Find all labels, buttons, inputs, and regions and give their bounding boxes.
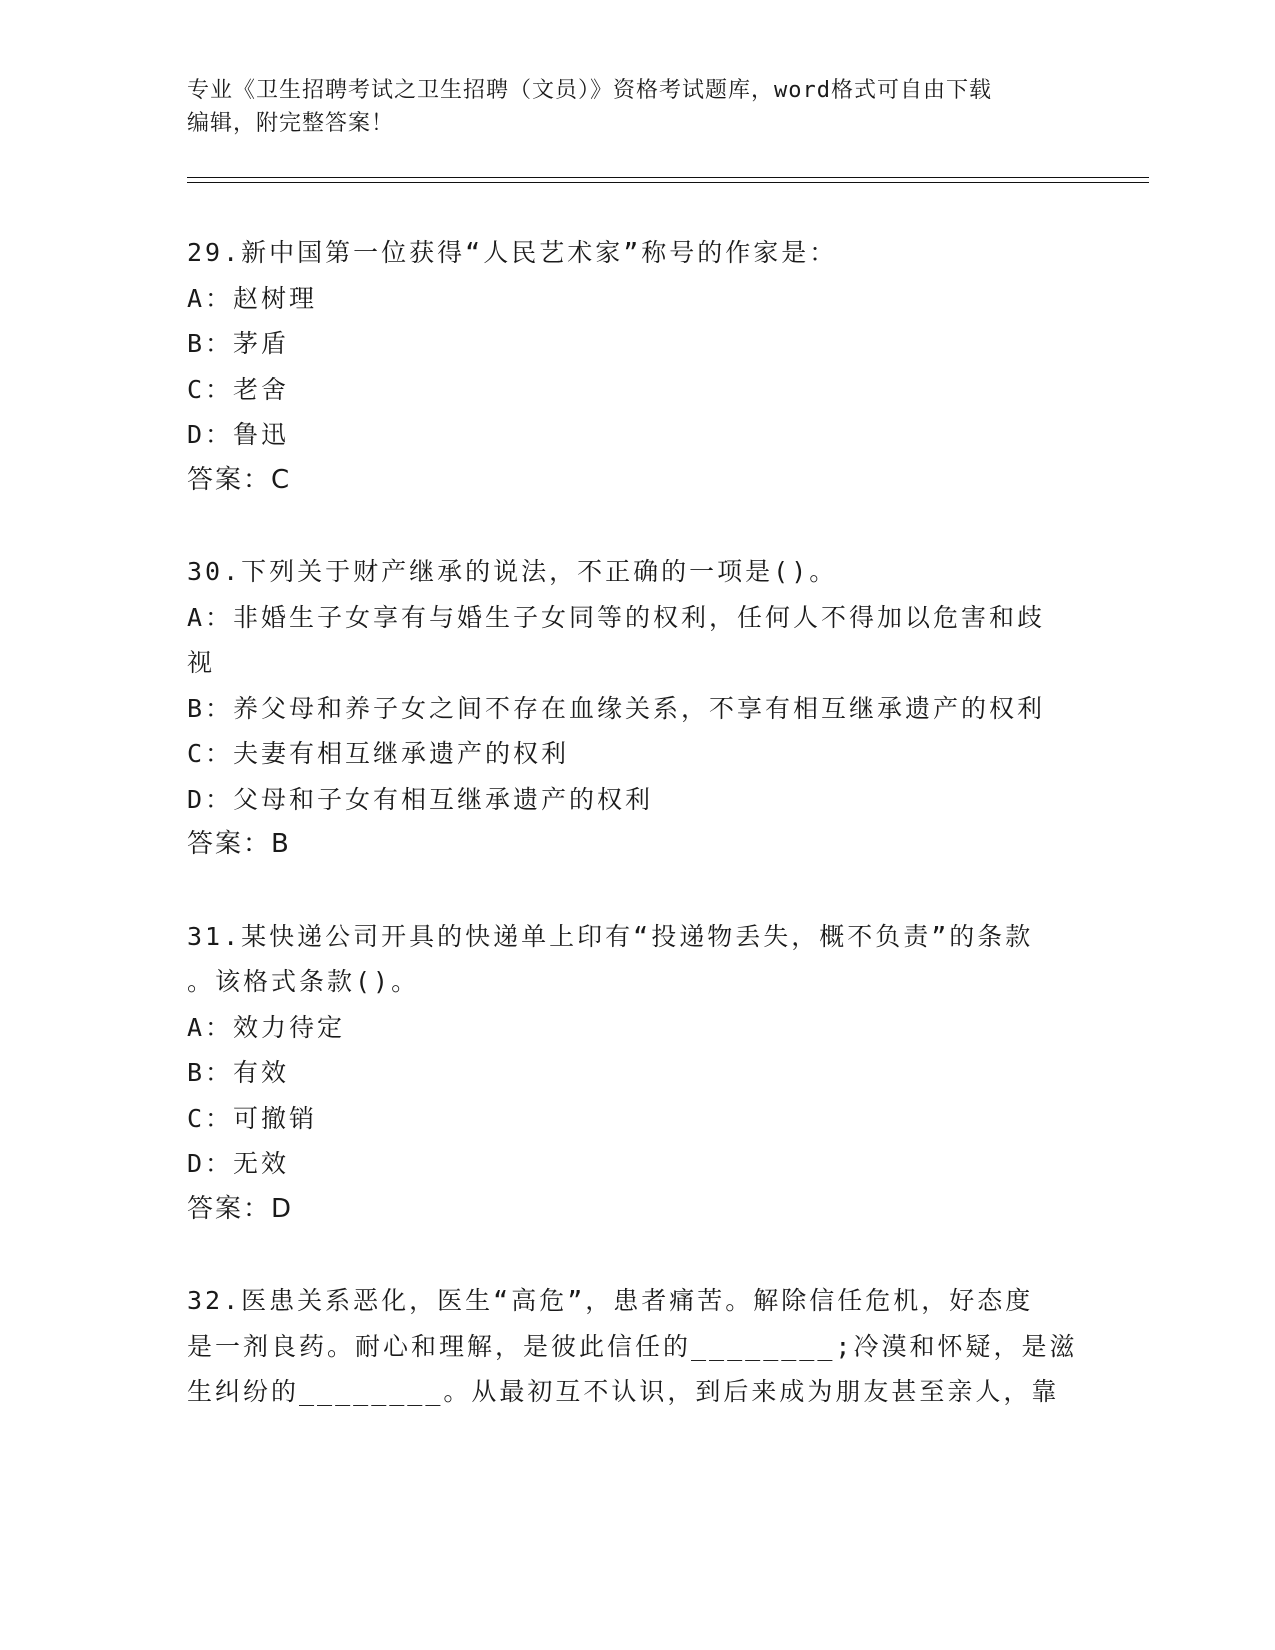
question-block bbox=[187, 230, 1087, 503]
answer-option: C：可撤销 bbox=[187, 1103, 318, 1133]
header-line-1: 专业《卫生招聘考试之卫生招聘（文员）》资格考试题库，word格式可自由下载 bbox=[187, 78, 992, 103]
question-stem-line: 是一剂良药。耐心和理解，是彼此信任的________;冷漠和怀疑，是滋 bbox=[187, 1331, 1078, 1361]
answer-option: D：鲁迅 bbox=[187, 420, 290, 449]
question-stem-line: 29.新中国第一位获得“人民艺术家”称号的作家是： bbox=[187, 238, 838, 267]
answer-option: C：老舍 bbox=[187, 374, 290, 404]
question-stem-line: 生纠纷的________。从最初互不认识，到后来成为朋友甚至亲人，靠 bbox=[187, 1377, 1060, 1406]
header-line-2: 编辑，附完整答案！ bbox=[187, 111, 395, 136]
answer-option: D：父母和子女有相互继承遗产的权利 bbox=[187, 784, 654, 814]
answer-value: B bbox=[271, 829, 290, 859]
answer-key bbox=[187, 458, 1087, 504]
header-double-rule bbox=[187, 177, 1149, 183]
question-stem-line: 。该格式条款()。 bbox=[187, 967, 420, 996]
question-block bbox=[187, 549, 1087, 868]
answer-label: 答案： bbox=[187, 1193, 272, 1224]
answer-option: B：有效 bbox=[187, 1058, 290, 1087]
answer-label: 答案： bbox=[187, 829, 272, 859]
question-stem-line: 31.某快递公司开具的快递单上印有“投递物丢失，概不负责”的条款 bbox=[187, 921, 1034, 951]
question-stem-line: 30.下列关于财产继承的说法，不正确的一项是()。 bbox=[187, 557, 838, 586]
question-block bbox=[187, 914, 1087, 1233]
answer-option: C：夫妻有相互继承遗产的权利 bbox=[187, 739, 570, 768]
answer-option: B：茅盾 bbox=[187, 329, 290, 358]
answer-option: A：赵树理 bbox=[187, 283, 318, 313]
answer-key bbox=[187, 1187, 1087, 1233]
answer-option: 视 bbox=[187, 648, 216, 677]
answer-value: D bbox=[271, 1193, 293, 1224]
question-stem-line: 32.医患关系恶化，医生“高危”，患者痛苦。解除信任危机，好态度 bbox=[187, 1286, 1034, 1315]
answer-option: D：无效 bbox=[187, 1149, 290, 1178]
answer-option: B：养父母和养子女之间不存在血缘关系，不享有相互继承遗产的权利 bbox=[187, 693, 1046, 723]
answer-value: C bbox=[271, 464, 291, 495]
answer-option: A：效力待定 bbox=[187, 1012, 346, 1042]
answer-key bbox=[187, 822, 1087, 868]
question-block bbox=[187, 1278, 1087, 1415]
document-header bbox=[187, 74, 1067, 140]
answer-option: A：非婚生子女享有与婚生子女同等的权利，任何人不得加以危害和歧 bbox=[187, 602, 1046, 632]
answer-label: 答案： bbox=[187, 464, 272, 495]
question-list bbox=[187, 230, 1087, 1461]
